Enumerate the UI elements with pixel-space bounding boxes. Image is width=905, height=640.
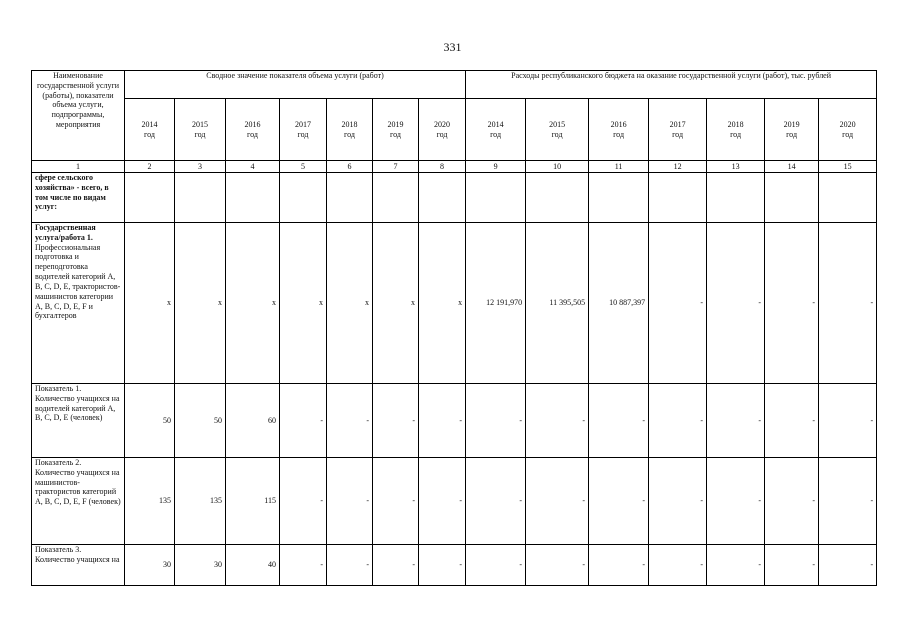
value-cell [819,173,877,223]
value-cell: - [649,384,707,458]
year-word: год [390,129,401,139]
value-cell: - [280,458,327,545]
value-cell: 115 [226,458,280,545]
value-cell: - [649,545,707,586]
value-cell: 50 [125,384,175,458]
value-cell: 50 [175,384,226,458]
column-number: 7 [373,161,419,173]
value-cell: 40 [226,545,280,586]
row-name-cell [32,384,125,458]
year-word: год [786,129,798,139]
year-label: 2016 [610,119,627,129]
value-cell: - [373,545,419,586]
row-name-cell [32,458,125,545]
table-row [32,545,877,586]
value-cell: - [419,384,466,458]
first-column-header: Наименование государственной услуги (работы), показатели объема услуги, подпрограммы, мероприятия [32,71,125,161]
year-label: 2017 [295,119,311,129]
page-number: 331 [443,40,462,54]
value-cell: - [466,384,526,458]
column-number: 10 [526,161,589,173]
value-cell [175,173,226,223]
table-row [32,384,877,458]
row-name-cell [32,545,125,586]
volume-year-header [373,99,419,161]
value-cell: x [175,223,226,384]
row-name-bold: сфере сельского хозяйства» - всего, в том числе по видам услуг: [35,173,109,212]
year-word: год [672,129,684,139]
value-cell [707,173,765,223]
value-cell: 10 887,397 [589,223,649,384]
value-cell [125,173,175,223]
year-word: год [842,129,854,139]
value-cell: - [466,458,526,545]
volume-group-header: Сводное значение показателя объема услуги (работ) [125,71,466,99]
value-cell: - [280,384,327,458]
volume-year-header [419,99,466,161]
year-label: 2014 [487,119,504,129]
year-word: год [247,129,258,139]
column-number-row [32,161,877,173]
value-cell: - [526,458,589,545]
year-header-row [32,99,877,161]
year-label: 2017 [669,119,686,129]
value-cell [765,173,819,223]
value-cell: - [526,545,589,586]
budget-table [31,70,877,586]
value-cell: 11 395,505 [526,223,589,384]
value-cell: - [589,458,649,545]
column-number: 3 [175,161,226,173]
value-cell: - [280,545,327,586]
value-cell: - [589,384,649,458]
budget-year-header [765,99,819,161]
volume-year-header [226,99,280,161]
volume-year-header [125,99,175,161]
volume-year-header [175,99,226,161]
row-name-cell [32,223,125,384]
value-cell: - [765,384,819,458]
budget-year-header [466,99,526,161]
value-cell: - [765,545,819,586]
column-number: 8 [419,161,466,173]
value-cell: - [819,458,877,545]
value-cell [327,173,373,223]
value-cell: - [327,458,373,545]
row-name-bold: Государственная услуга/работа 1. [35,223,96,242]
value-cell [280,173,327,223]
year-label: 2018 [341,119,358,129]
value-cell: - [819,545,877,586]
year-word: год [730,129,742,139]
value-cell: - [373,458,419,545]
value-cell: - [419,545,466,586]
value-cell: x [280,223,327,384]
value-cell: - [373,384,419,458]
value-cell: x [226,223,280,384]
value-cell [589,173,649,223]
year-label: 2016 [244,119,261,129]
budget-year-header [589,99,649,161]
value-cell: x [327,223,373,384]
year-word: год [144,129,155,139]
year-label: 2019 [387,119,404,129]
year-word: год [297,129,309,139]
value-cell: 12 191,970 [466,223,526,384]
value-cell: 135 [125,458,175,545]
value-cell: - [466,545,526,586]
year-word: год [344,129,355,139]
year-label: 2020 [839,119,856,129]
value-cell: - [707,384,765,458]
row-name-cell [32,173,125,223]
volume-year-header [327,99,373,161]
value-cell: - [419,458,466,545]
year-word: год [436,129,448,139]
budget-year-header [819,99,877,161]
budget-year-header [526,99,589,161]
table-row [32,458,877,545]
budget-group-header: Расходы республиканского бюджета на оказание государственной услуги (работ), тыс. рублей [466,71,877,99]
year-label: 2015 [549,119,566,129]
year-label: 2019 [783,119,800,129]
column-number: 15 [819,161,877,173]
budget-year-header [707,99,765,161]
row-name-text: Профессиональная подготовка и переподготовка водителей категорий А, В, С, D, E, трактористов-машинистов категории А, В, С, D, E, F и бухгалтеров [35,242,121,321]
value-cell: - [649,223,707,384]
row-name-text: Показатель 3. Количество учащихся на [35,545,120,564]
year-label: 2015 [192,119,208,129]
column-number: 2 [125,161,175,173]
value-cell: - [707,223,765,384]
value-cell: - [819,384,877,458]
value-cell: - [765,223,819,384]
value-cell: - [765,458,819,545]
value-cell: 30 [125,545,175,586]
value-cell [649,173,707,223]
value-cell: - [649,458,707,545]
column-number: 12 [649,161,707,173]
volume-year-header [280,99,327,161]
column-number: 4 [226,161,280,173]
year-word: год [194,129,206,139]
value-cell: - [327,384,373,458]
value-cell: x [419,223,466,384]
year-label: 2014 [141,119,158,129]
value-cell: 60 [226,384,280,458]
row-name-text: Показатель 1. Количество учащихся на водителей категорий А, В, С, D, E (человек) [35,384,120,423]
year-word: год [613,129,625,139]
value-cell [419,173,466,223]
value-cell: - [327,545,373,586]
column-number: 1 [32,161,125,173]
value-cell: x [373,223,419,384]
table-row [32,173,877,223]
value-cell: - [707,545,765,586]
value-cell: x [125,223,175,384]
column-number: 14 [765,161,819,173]
value-cell: - [819,223,877,384]
value-cell: - [589,545,649,586]
value-cell: 30 [175,545,226,586]
value-cell: 135 [175,458,226,545]
year-word: год [490,129,502,139]
column-number: 11 [589,161,649,173]
value-cell: - [707,458,765,545]
column-number: 6 [327,161,373,173]
value-cell [373,173,419,223]
value-cell [526,173,589,223]
row-name-text: Показатель 2. Количество учащихся на машинистов-трактористов категорий А, В, С, D, E, F (человек) [35,458,121,507]
column-number: 13 [707,161,765,173]
value-cell [226,173,280,223]
year-label: 2020 [434,119,451,129]
column-number: 5 [280,161,327,173]
column-number: 9 [466,161,526,173]
table-row [32,223,877,384]
year-label: 2018 [727,119,744,129]
year-word: год [551,129,563,139]
value-cell: - [526,384,589,458]
budget-year-header [649,99,707,161]
value-cell [466,173,526,223]
